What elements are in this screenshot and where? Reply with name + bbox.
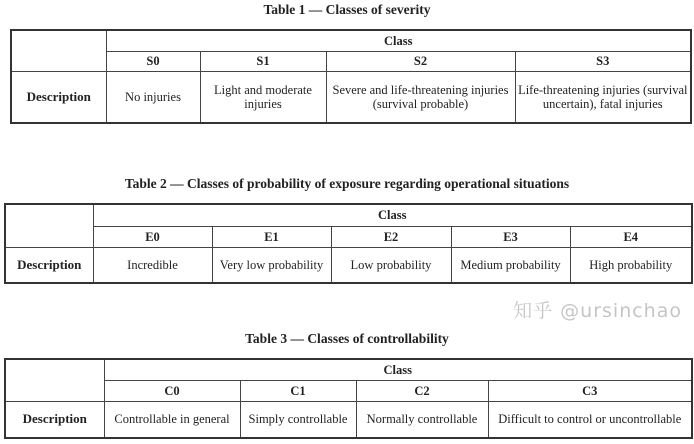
description-cell: No injuries	[106, 71, 200, 123]
column-header: E2	[331, 226, 451, 247]
column-header: E3	[451, 226, 570, 247]
description-cell: Controllable in general	[104, 401, 240, 438]
description-cell: Difficult to control or uncontrollable	[488, 401, 692, 438]
severity-table	[10, 29, 692, 124]
column-header: E4	[570, 226, 692, 247]
row-label: Description	[11, 71, 106, 123]
row-label: Description	[5, 247, 93, 283]
watermark: 知乎 @ursinchao	[513, 300, 682, 322]
empty-corner-cell	[5, 204, 93, 247]
column-header: C3	[488, 380, 692, 401]
column-header: E0	[93, 226, 212, 247]
column-header: S0	[106, 51, 200, 71]
description-cell: Severe and life-threatening injuries (survival probable)	[326, 71, 515, 123]
description-cell: Low probability	[331, 247, 451, 283]
table-2-title: Table 2 — Classes of probability of exposure regarding operational situations	[124, 176, 570, 191]
column-header: C1	[240, 380, 356, 401]
table-3-title: Table 3 — Classes of controllability	[245, 331, 449, 346]
description-cell: Simply controllable	[240, 401, 356, 438]
description-cell: Life-threatening injuries (survival uncertain), fatal injuries	[515, 71, 691, 123]
column-header: C2	[356, 380, 488, 401]
controllability-table	[4, 358, 693, 439]
row-label: Description	[5, 401, 104, 438]
column-header: E1	[212, 226, 331, 247]
exposure-table	[4, 203, 693, 284]
description-cell: Incredible	[93, 247, 212, 283]
description-cell: Normally controllable	[356, 401, 488, 438]
description-cell: Very low probability	[212, 247, 331, 283]
description-cell: High probability	[570, 247, 692, 283]
column-header: S3	[515, 51, 691, 71]
class-header: Class	[93, 204, 692, 226]
column-header: S2	[326, 51, 515, 71]
class-header: Class	[106, 30, 691, 51]
empty-corner-cell	[5, 359, 104, 401]
table-1-title: Table 1 — Classes of severity	[263, 2, 431, 17]
description-cell: Medium probability	[451, 247, 570, 283]
column-header: C0	[104, 380, 240, 401]
column-header: S1	[200, 51, 326, 71]
empty-corner-cell	[11, 30, 106, 71]
description-cell: Light and moderate injuries	[200, 71, 326, 123]
class-header: Class	[104, 359, 692, 380]
